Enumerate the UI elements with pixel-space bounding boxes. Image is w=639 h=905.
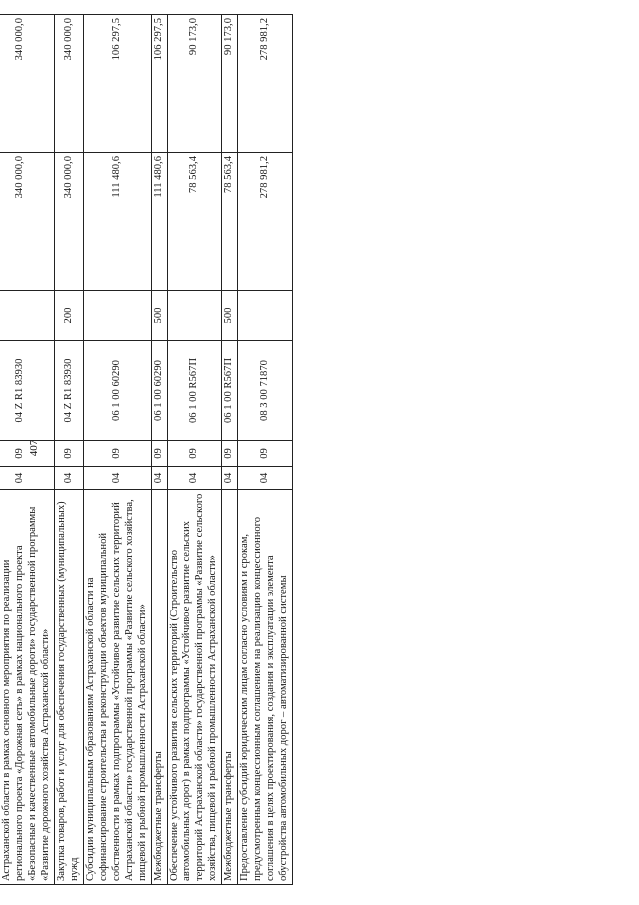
- row-2020: 78 563,4: [221, 152, 237, 290]
- row-csr: 06 1 00 60290: [83, 340, 151, 440]
- row-2020: 111 480,6: [83, 152, 151, 290]
- row-rz: 04: [151, 466, 167, 489]
- row-pr: 09: [221, 440, 237, 466]
- row-vr: 500: [151, 290, 167, 340]
- table-row: [151, 14, 167, 884]
- row-name: Обеспечение устойчивого развития сельских территорий (Строительство автомобильных дорог) в рамках подпрограммы «Устойчивое развитие сельских территорий Астраханской области» государственной программы «Развитие сельского хозяйства, пищевой и рыбной промышленности Астраханской области»: [167, 489, 222, 884]
- row-pr: 09: [54, 440, 83, 466]
- table-row: [54, 14, 83, 884]
- table-row: [237, 14, 292, 884]
- row-2021: 278 981,2: [237, 14, 292, 152]
- row-name: Субсидии муниципальным образованиям Астраханской области на софинансирование строительства и реконструкции объектов муниципальной собственности в рамках подпрограммы «Устойчивое развитие сельских территорий Астраханской области» государственной программы «Развитие сельского хозяйства, пищевой и рыбной промышленности Астраханской области»: [83, 489, 151, 884]
- row-name: Закупка товаров, работ и услуг для обеспечения государственных (муниципальных) нужд: [54, 489, 83, 884]
- row-2021: 340 000,0: [0, 14, 54, 152]
- row-vr: [237, 290, 292, 340]
- page-number: 407: [28, 439, 40, 457]
- row-pr: 09: [151, 440, 167, 466]
- row-2020: 340 000,0: [0, 152, 54, 290]
- row-rz: 04: [54, 466, 83, 489]
- row-2021: 106 297,5: [151, 14, 167, 152]
- row-vr: [83, 290, 151, 340]
- row-pr: 09: [237, 440, 292, 466]
- row-2021: 340 000,0: [54, 14, 83, 152]
- row-csr: 06 1 00 R567П: [167, 340, 222, 440]
- row-name: Астраханской области в рамках основного мероприятия по реализации регионального проекта «Дорожная сеть» в рамках национального проекта «Безопасные и качественные автомобильные дороги» государственной программы «Развитие дорожного хозяйства Астраханской области»: [0, 489, 54, 884]
- row-name: Предоставление субсидий юридическим лицам согласно условиям и срокам, предусмотренным концессионным соглашением на реализацию концессионного соглашения в целях проектирования, создания и эксплуатации элемента обустройства автомобильных дорог – автоматизированной системы: [237, 489, 292, 884]
- row-rz: 04: [237, 466, 292, 489]
- row-2021: 90 173,0: [221, 14, 237, 152]
- row-vr: [167, 290, 222, 340]
- row-csr: 06 1 00 60290: [151, 340, 167, 440]
- table-row: [167, 14, 222, 884]
- row-rz: 04: [0, 466, 54, 489]
- row-name: Межбюджетные трансферты: [221, 489, 237, 884]
- row-vr: 200: [54, 290, 83, 340]
- row-csr: 04 Z R1 83930: [0, 340, 54, 440]
- budget-table: [0, 14, 292, 885]
- table-row: [221, 14, 237, 884]
- row-pr: 09: [0, 440, 54, 466]
- row-pr: 09: [83, 440, 151, 466]
- row-csr: 06 1 00 R567П: [221, 340, 237, 440]
- row-2021: 106 297,5: [83, 14, 151, 152]
- row-csr: 04 Z R1 83930: [54, 340, 83, 440]
- row-2020: 111 480,6: [151, 152, 167, 290]
- table-row: [83, 14, 151, 884]
- table-row: [0, 14, 54, 884]
- row-rz: 04: [221, 466, 237, 489]
- row-pr: 09: [167, 440, 222, 466]
- row-2021: 90 173,0: [167, 14, 222, 152]
- row-2020: 78 563,4: [167, 152, 222, 290]
- row-vr: 500: [221, 290, 237, 340]
- row-csr: 08 3 00 71870: [237, 340, 292, 440]
- row-2020: 340 000,0: [54, 152, 83, 290]
- row-name: Межбюджетные трансферты: [151, 489, 167, 884]
- row-rz: 04: [83, 466, 151, 489]
- row-rz: 04: [167, 466, 222, 489]
- rotated-page-content: [0, 13, 340, 893]
- row-2020: 278 981,2: [237, 152, 292, 290]
- row-vr: [0, 290, 54, 340]
